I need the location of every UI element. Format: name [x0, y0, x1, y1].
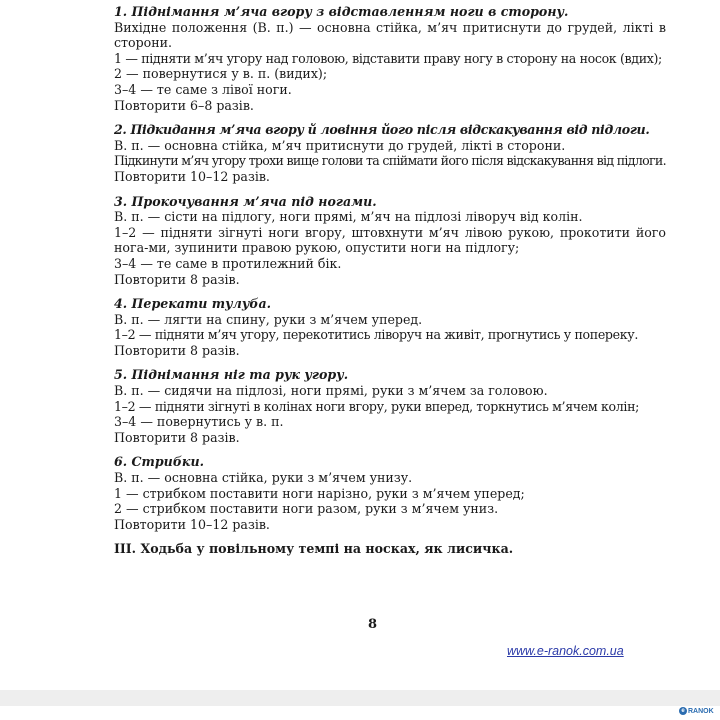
exercise-title: 3. Прокочування м’яча під ногами.: [114, 193, 377, 209]
exercise-title: 1. Піднімання м’яча вгору з відставленням ноги в сторону.: [114, 4, 569, 19]
e-logo-icon: e: [679, 707, 687, 715]
exercise-1: [114, 4, 666, 113]
exercise-line: 2 — повернутися у в. п. (видих);: [114, 66, 328, 82]
exercise-line: 1 — підняти м’яч угору над головою, відставити праву ногу в сторону на носок (вдих);: [114, 50, 662, 66]
footer-link[interactable]: www.e-ranok.com.ua: [507, 644, 624, 658]
logo-text: RANOK: [688, 707, 714, 715]
exercise-line: Повторити 8 разів.: [114, 429, 240, 445]
exercise-5: [114, 367, 666, 445]
exercise-line: В. п. — лягти на спину, руки з м’ячем уперед.: [114, 311, 423, 327]
exercise-line: Повторити 10–12 разів.: [114, 168, 270, 184]
exercise-line: В. п. — основна стійка, м’яч притиснути до грудей, лікті в сторони.: [114, 137, 566, 153]
exercise-line: В. п. — основна стійка, руки з м’ячем унизу.: [114, 470, 413, 486]
exercise-6: [114, 454, 666, 532]
exercise-title: 4. Перекати тулуба.: [114, 296, 272, 312]
exercise-line: Вихідне положення (В. п.) — основна стійка, м’яч притиснути до грудей, лікті в сторони.: [114, 19, 666, 51]
exercise-line: Повторити 8 разів.: [114, 271, 240, 287]
exercise-title: 6. Стрибки.: [114, 454, 205, 470]
exercise-line: 3–4 — те саме в протилежний бік.: [114, 255, 342, 271]
exercise-line: 3–4 — повернутись у в. п.: [114, 414, 284, 430]
exercise-4: [114, 296, 666, 358]
footer-band: [0, 690, 720, 706]
exercise-line: Повторити 8 разів.: [114, 342, 240, 358]
section-heading: III. Ходьба у повільному темпі на носках, як лисичка.: [114, 541, 514, 557]
document-body: [114, 4, 666, 557]
exercise-line: 3–4 — те саме з лівої ноги.: [114, 81, 292, 97]
exercise-line: 2 — стрибком поставити ноги разом, руки з м’ячем униз.: [114, 501, 499, 517]
exercise-line: 1 — стрибком поставити ноги нарізно, руки з м’ячем уперед;: [114, 485, 525, 501]
exercise-line: Повторити 6–8 разів.: [114, 97, 254, 113]
exercise-line: Підкинути м’яч угору трохи вище голови та спіймати його після відскакування від підлоги.: [114, 153, 666, 169]
exercise-title: 5. Піднімання ніг та рук угору.: [114, 367, 349, 383]
exercise-line: 1–2 — підняти м’яч угору, перекотитись ліворуч на живіт, прогнутись у попереку.: [114, 327, 638, 343]
page-number: 8: [367, 617, 378, 632]
exercise-3: [114, 194, 666, 288]
exercise-line: 1–2 — підняти зігнуті в колінах ноги вгору, руки вперед, торкнутись м’ячем колін;: [114, 398, 640, 414]
exercise-2: [114, 122, 666, 184]
publisher-logo: [679, 707, 714, 715]
exercise-line: В. п. — сидячи на підлозі, ноги прямі, руки з м’ячем за головою.: [114, 383, 548, 399]
exercise-title: 2. Підкидання м’яча вгору й ловіння його після відскакування від підлоги.: [114, 122, 650, 138]
exercise-line: В. п. — сісти на підлогу, ноги прямі, м’яч на підлозі ліворуч від колін.: [114, 209, 583, 225]
exercise-line: 1–2 — підняти зігнуті ноги вгору, штовхнути м’яч лівою рукою, прокотити його нога-ми, зупинити правою рукою, опустити ноги на підлогу;: [114, 224, 666, 256]
exercise-line: Повторити 10–12 разів.: [114, 516, 270, 532]
